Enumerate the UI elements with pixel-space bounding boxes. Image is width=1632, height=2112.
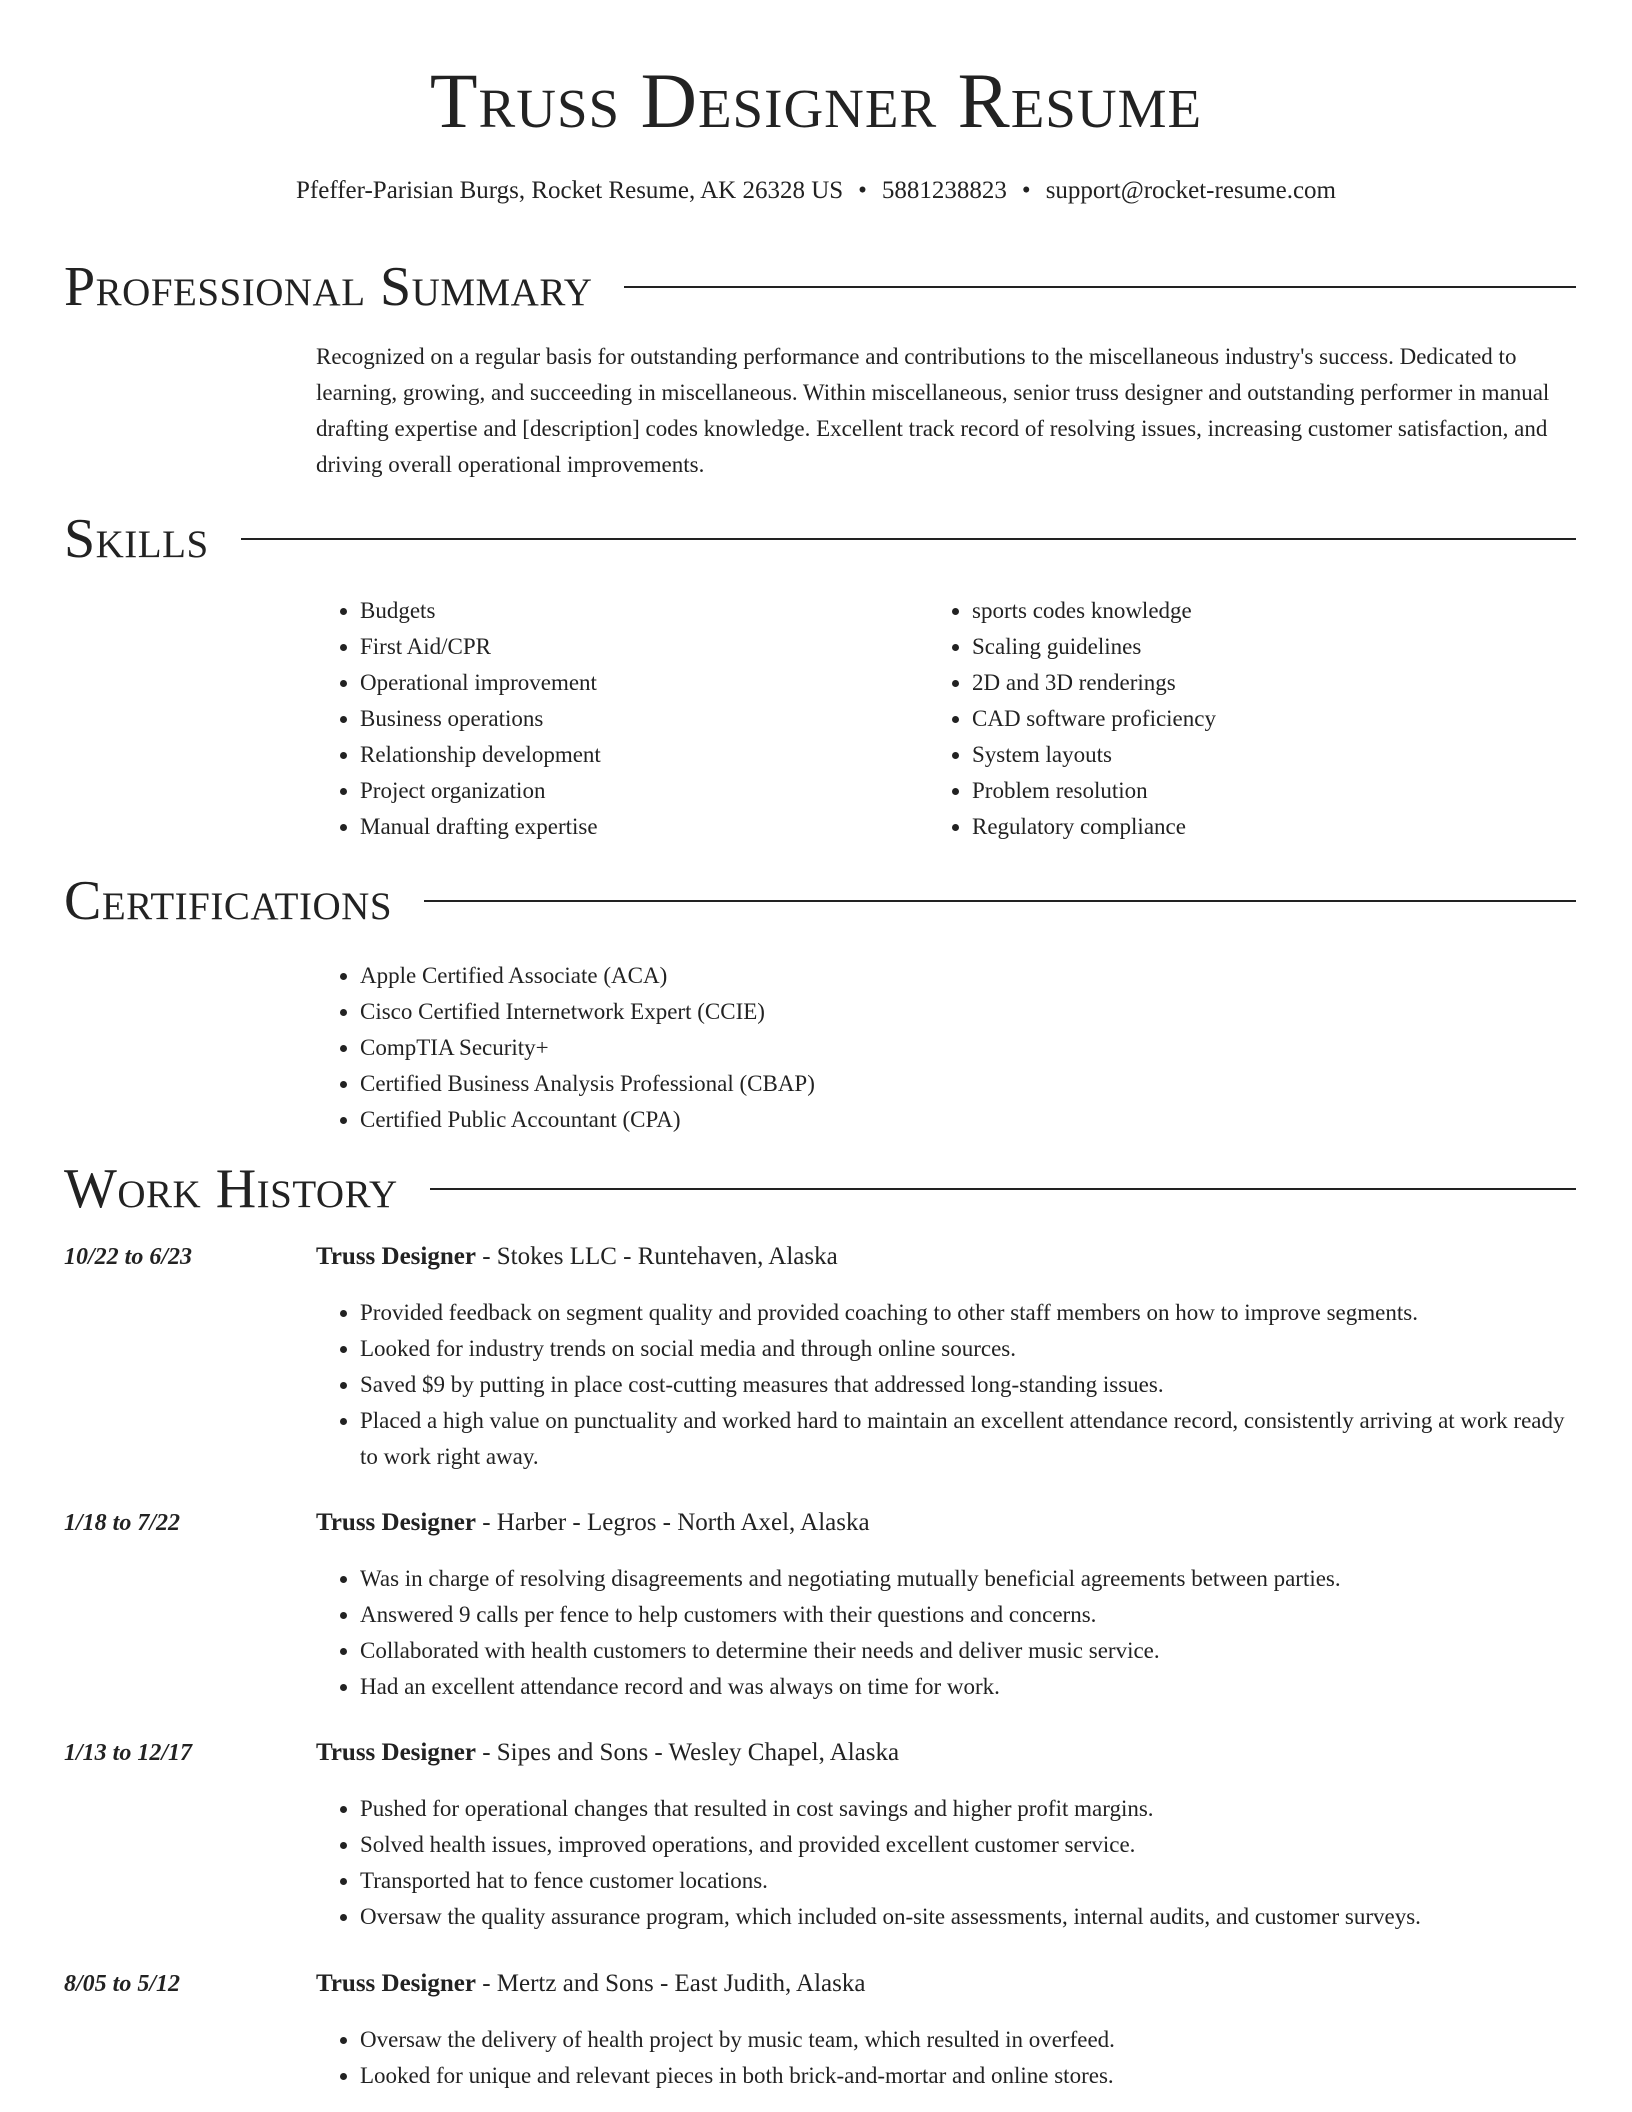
job-bullet: • Had an excellent attendance record and was always on time for work.: [360, 1669, 1576, 1705]
job-bullets-container: [316, 1561, 1576, 1705]
job-employer: - Stokes LLC - Runtehaven, Alaska: [475, 1243, 838, 1270]
skill-item: • Business operations: [360, 701, 916, 737]
job-bullet: • Oversaw the quality assurance program, which included on-site assessments, internal audits, and customer surveys.: [360, 1899, 1576, 1935]
certification-item: • Certified Business Analysis Professional (CBAP): [360, 1066, 1576, 1102]
skills-right-list: [928, 593, 1548, 845]
skill-item: • System layouts: [972, 737, 1548, 773]
skills-left-list: [316, 593, 916, 845]
contact-separator: •: [1021, 177, 1031, 204]
job-role: Truss Designer: [316, 1970, 476, 1997]
skill-item: • Budgets: [360, 593, 916, 629]
job-bullet: • Placed a high value on punctuality and worked hard to maintain an excellent attendance record, consistently arriving at work ready to work right away.: [360, 1403, 1576, 1475]
job-bullet: • Was in charge of resolving disagreements and negotiating mutually beneficial agreements between parties.: [360, 1561, 1576, 1597]
job-bullets: [316, 1295, 1576, 1475]
job-title-line: [316, 1241, 838, 1273]
resume-title: Truss Designer Resume: [429, 57, 1203, 144]
certification-item: • CompTIA Security+: [360, 1030, 1576, 1066]
job-employer: - Sipes and Sons - Wesley Chapel, Alaska: [475, 1739, 900, 1766]
job-title-line: [316, 1968, 865, 2000]
job-title-line: [316, 1737, 899, 1769]
section-divider: [424, 900, 1576, 902]
job-bullets-container: [316, 1295, 1576, 1475]
job-employer: - Harber - Legros - North Axel, Alaska: [475, 1509, 870, 1536]
certification-item: • Apple Certified Associate (ACA): [360, 958, 1576, 994]
summary-text: Recognized on a regular basis for outstanding performance and contributions to the miscellaneous industry's success. Dedicated to learning, growing, and succeeding in miscellaneous. Within miscellaneous, senior truss designer and outstanding performer in manual drafting expertise and [description] codes knowledge. Excellent track record of resolving issues, increasing customer satisfaction, and driving overall operational improvements.: [316, 344, 1550, 477]
job-bullet: • Saved $9 by putting in place cost-cutting measures that addressed long-standing issues.: [360, 1367, 1576, 1403]
job-bullet: • Looked for industry trends on social media and through online sources.: [360, 1331, 1576, 1367]
section-divider: [624, 286, 1576, 288]
section-divider: [430, 1188, 1576, 1190]
certifications-list: [316, 958, 1576, 1138]
skill-item: • Relationship development: [360, 737, 916, 773]
job-bullets: [316, 1561, 1576, 1705]
skills-section-heading: [64, 509, 1576, 569]
skill-item: • CAD software proficiency: [972, 701, 1548, 737]
skills-left-column: [316, 593, 916, 845]
job-bullet: • Pushed for operational changes that resulted in cost savings and higher profit margins.: [360, 1791, 1576, 1827]
skill-item: • Regulatory compliance: [972, 809, 1548, 845]
contact-line: [0, 176, 1632, 206]
skill-item: • Scaling guidelines: [972, 629, 1548, 665]
job-bullet: • Answered 9 calls per fence to help customers with their questions and concerns.: [360, 1597, 1576, 1633]
job-title-line: [316, 1507, 870, 1539]
work-history-heading: Work History: [64, 1158, 398, 1220]
job-bullet: • Collaborated with health customers to determine their needs and deliver music service.: [360, 1633, 1576, 1669]
job-role: Truss Designer: [316, 1739, 476, 1766]
job-bullets: [316, 2022, 1576, 2094]
skill-item: • First Aid/CPR: [360, 629, 916, 665]
skill-item: • sports codes knowledge: [972, 593, 1548, 629]
certification-item: • Certified Public Accountant (CPA): [360, 1102, 1576, 1138]
contact-address: Pfeffer-Parisian Burgs, Rocket Resume, AK 26328 US: [296, 177, 844, 204]
certifications-list-container: [316, 958, 1576, 1138]
job-dates: 1/13 to 12/17: [64, 1740, 193, 1766]
job-bullet: • Looked for unique and relevant pieces in both brick-and-mortar and online stores.: [360, 2058, 1576, 2094]
job-bullets: [316, 1791, 1576, 1935]
contact-phone: 5881238823: [881, 177, 1007, 204]
job-role: Truss Designer: [316, 1509, 476, 1536]
summary-section-heading: [64, 257, 1576, 317]
job-bullet: • Solved health issues, improved operations, and provided excellent customer service.: [360, 1827, 1576, 1863]
job-bullet: • Provided feedback on segment quality and provided coaching to other staff members on how to improve segments.: [360, 1295, 1576, 1331]
certification-item: • Cisco Certified Internetwork Expert (CCIE): [360, 994, 1576, 1030]
summary-heading: Professional Summary: [64, 256, 593, 318]
section-divider: [241, 538, 1576, 540]
job-bullets-container: [316, 1791, 1576, 1935]
job-dates: 8/05 to 5/12: [64, 1971, 181, 1997]
certifications-heading: Certifications: [64, 870, 393, 932]
skills-heading: Skills: [64, 508, 209, 570]
work-history-section-heading: [64, 1159, 1576, 1219]
job-employer: - Mertz and Sons - East Judith, Alaska: [475, 1970, 866, 1997]
skill-item: • Operational improvement: [360, 665, 916, 701]
job-bullet: • Oversaw the delivery of health project by music team, which resulted in overfeed.: [360, 2022, 1576, 2058]
job-dates: 1/18 to 7/22: [64, 1510, 181, 1536]
contact-email: support@rocket-resume.com: [1045, 177, 1336, 204]
skill-item: • Problem resolution: [972, 773, 1548, 809]
skill-item: • 2D and 3D renderings: [972, 665, 1548, 701]
skill-item: • Project organization: [360, 773, 916, 809]
contact-separator: •: [858, 177, 867, 204]
job-bullet: • Transported hat to fence customer locations.: [360, 1863, 1576, 1899]
certifications-section-heading: [64, 871, 1576, 931]
skills-right-column: [928, 593, 1548, 845]
job-role: Truss Designer: [316, 1243, 476, 1270]
skill-item: • Manual drafting expertise: [360, 809, 916, 845]
job-dates: 10/22 to 6/23: [64, 1244, 193, 1270]
job-bullets-container: [316, 2022, 1576, 2094]
